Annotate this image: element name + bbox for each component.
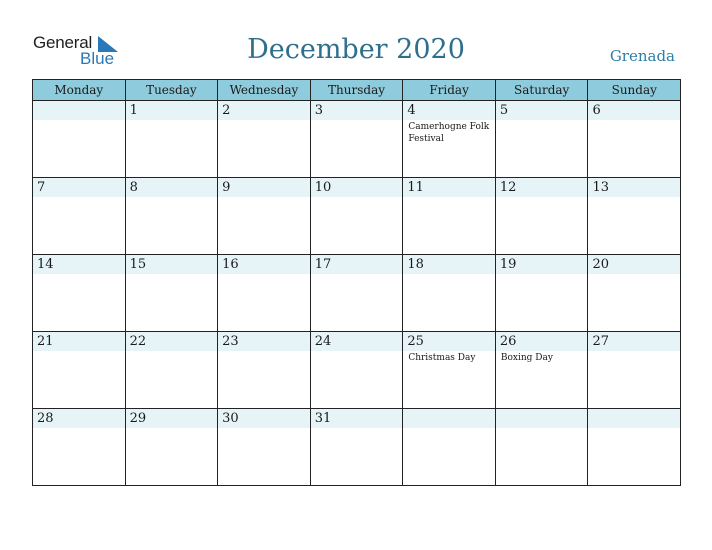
day-number: 28 [33,409,125,428]
day-event [311,120,403,121]
day-cell [403,178,496,254]
day-number: 26 [496,332,588,351]
day-event [218,274,310,275]
day-cell [496,409,589,486]
day-cell [33,409,126,486]
day-number: 22 [126,332,218,351]
day-event [403,274,495,275]
day-number [496,409,588,428]
day-event [403,197,495,198]
day-cell [218,255,311,331]
day-cell [126,409,219,486]
day-number [403,409,495,428]
holiday-label: Boxing Day [500,353,553,363]
day-event [588,120,680,121]
weekday-wednesday: Wednesday [218,80,311,100]
day-event [218,197,310,198]
day-event [33,120,125,121]
day-number: 17 [311,255,403,274]
weekday-tuesday: Tuesday [126,80,219,100]
day-number: 24 [311,332,403,351]
day-number: 16 [218,255,310,274]
day-cell [311,409,404,486]
day-cell [126,255,219,331]
day-cell [33,255,126,331]
day-cell [403,101,496,177]
day-event [588,274,680,275]
day-number: 3 [311,101,403,120]
day-number: 4 [403,101,495,120]
week-row [33,332,680,409]
day-event [403,428,495,429]
weekday-thursday: Thursday [311,80,404,100]
day-event [311,351,403,352]
day-cell [311,255,404,331]
day-number: 30 [218,409,310,428]
day-cell [33,332,126,408]
day-number: 7 [33,178,125,197]
day-number: 1 [126,101,218,120]
week-row [33,178,680,255]
day-number: 10 [311,178,403,197]
week-row [33,101,680,178]
day-number: 25 [403,332,495,351]
day-cell [588,101,680,177]
day-number: 12 [496,178,588,197]
country-name: Grenada [609,47,675,65]
day-event [311,197,403,198]
day-event [496,274,588,275]
day-event [588,351,680,352]
day-cell [311,178,404,254]
day-event [33,197,125,198]
day-number: 9 [218,178,310,197]
logo-text-blue: Blue [80,49,115,68]
day-number: 18 [403,255,495,274]
weekday-sunday: Sunday [611,83,657,97]
day-event [126,428,218,429]
day-event [588,428,680,429]
day-number: 6 [588,101,680,120]
day-cell [126,178,219,254]
week-row [33,255,680,332]
calendar-grid [32,79,681,486]
day-cell [218,178,311,254]
weekday-friday: Friday [403,80,496,100]
weekday-header-row [33,80,680,101]
day-event [496,120,588,121]
day-cell [403,255,496,331]
day-number: 19 [496,255,588,274]
day-number: 5 [496,101,588,120]
day-cell [496,178,589,254]
day-cell [218,332,311,408]
calendar-title: December 2020 [247,34,465,65]
day-cell [403,332,496,408]
day-cell [33,101,126,177]
day-event [33,274,125,275]
day-number: 13 [588,178,680,197]
day-cell [588,255,680,331]
day-event [126,197,218,198]
day-cell [126,101,219,177]
day-number: 21 [33,332,125,351]
day-cell [496,101,589,177]
day-event [496,197,588,198]
day-cell [588,332,680,408]
day-event [588,197,680,198]
weekday-saturday: Saturday [496,80,589,100]
day-number: 11 [403,178,495,197]
day-number: 31 [311,409,403,428]
day-event [218,351,310,352]
day-number: 23 [218,332,310,351]
day-cell [588,409,680,486]
week-row [33,409,680,486]
day-event [126,274,218,275]
day-event [33,351,125,352]
day-number: 14 [33,255,125,274]
day-event [311,274,403,275]
day-number: 27 [588,332,680,351]
day-event [311,428,403,429]
day-event [218,120,310,121]
day-number: 20 [588,255,680,274]
day-cell [403,409,496,486]
holiday-label: Camerhogne Folk Festival [408,122,490,144]
day-event [218,428,310,429]
holiday-label: Christmas Day [408,353,476,363]
day-cell [496,255,589,331]
logo-text-general: General [33,33,93,52]
day-number [588,409,680,428]
day-number: 2 [218,101,310,120]
weekday-monday: Monday [33,80,126,100]
day-event [126,120,218,121]
day-number: 8 [126,178,218,197]
day-number [33,101,125,120]
day-cell [311,101,404,177]
day-cell [588,178,680,254]
day-cell [311,332,404,408]
day-cell [126,332,219,408]
day-cell [218,409,311,486]
day-number: 29 [126,409,218,428]
day-number: 15 [126,255,218,274]
day-event [126,351,218,352]
day-cell [218,101,311,177]
day-event [33,428,125,429]
day-event [496,428,588,429]
day-cell [33,178,126,254]
day-cell [496,332,589,408]
